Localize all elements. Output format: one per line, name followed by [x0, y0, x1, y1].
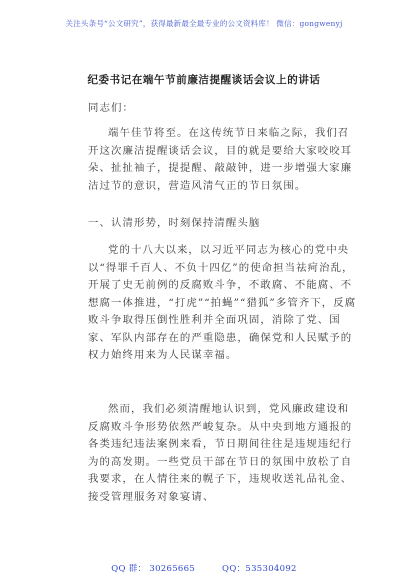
qq-number: QQ：535304092 [222, 564, 297, 574]
body-paragraph: 然而，我们必须清醒地认识到，党风廉政建设和反腐败斗争形势依然严峻复杂。从中央到地方通报的各类违纪违法案例来看，节日期间往往是违规违纪行为的高发期。一些党员干部在节日的氛围中放松了自我要求，在人情往来的幌子下，违规收送礼品礼金、接受管理服务对象宴请、 [88, 403, 353, 503]
section-heading: 一、认清形势，时刻保持清醒头脑 [88, 217, 261, 229]
intro-paragraph: 端午佳节将至。在这传统节日来临之际，我们召开这次廉洁提醒谈话会议，目的就是要给大家咬咬耳朵、扯扯袖子，提提醒、敲敲钟，进一步增强大家廉洁过节的意识，营造风清气正的节日氛围。 [88, 127, 353, 192]
salutation: 同志们： [88, 102, 134, 114]
promo-header: 关注头条号“公文研究”，获得最新最全最专业的公文资料库！ 微信：gongwenyj [65, 19, 343, 28]
body-paragraph: 党的十八大以来，以习近平同志为核心的党中央以“得罪千百人、不负十四亿”的使命担当祛疴治乱，开展了史无前例的反腐败斗争，不敢腐、不能腐、不想腐一体推进，“打虎”“拍蝇”“猎狐”多管齐下，反腐败斗争取得压倒性胜利并全面巩固，消除了党、国家、军队内部存在的严重隐患，确保党和人民赋予的权力始终用来为人民谋幸福。 [88, 244, 357, 361]
contact-footer [0, 562, 408, 574]
qq-group-number: QQ 群： 30265665 [111, 564, 196, 574]
document-title: 纪委书记在端午节前廉洁提醒谈话会议上的讲话 [87, 74, 321, 86]
